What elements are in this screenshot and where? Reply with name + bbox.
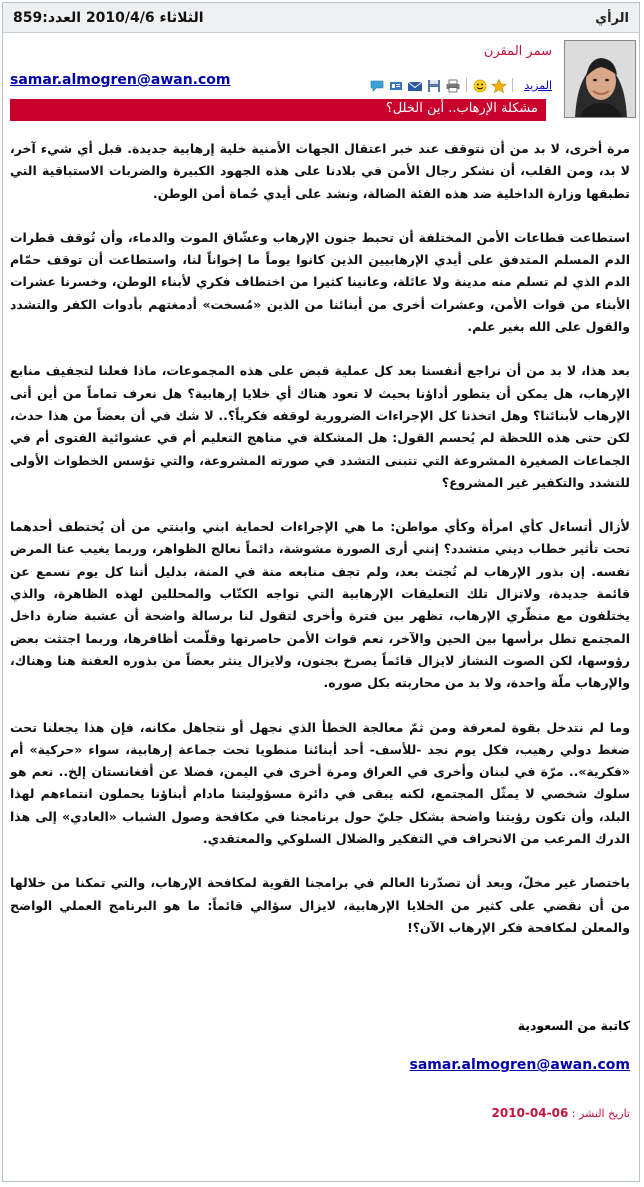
comment-icon[interactable] [369, 78, 385, 92]
tag-icon[interactable] [388, 78, 404, 92]
article-paragraph: وما لم نتدخل بقوة لمعرفة ومن ثمّ معالجة الخطأ الذي نجهل أو نتجاهل مكانه، فإن هذا يجعلنا تحت ضغط دولي رهيب، فكل يوم نجد -للأسف- أحد أبنائنا منطويا تحت جماعة إرهابية، سواء «حركية» أم «فكرية».. مرّة في لبنان وأخرى في العراق ومرة أخرى في اليمن، فضلا عن أفغانستان إلخ.. نعم هو سلوك شخصي لا يمثّل المجتمع، لكنه يبقى في دائرة مسؤوليتنا مادام أبناؤنا يحملون انتماءهم لهذا البلد، وأن تكون رؤيتنا واضحة بشكل جليّ حول برنامجنا في مكافحة وصول الشباب «العادي» إلى هذا الدرك المرعب من الانحراف في التفكير والضلال السلوكي والمعتقدي. [10, 719, 630, 847]
publish-date-label: تاريخ النشر : [571, 1107, 630, 1120]
author-photo [564, 40, 636, 118]
article-toolbar [369, 76, 552, 94]
section-label: الرأي [595, 11, 629, 26]
article-body [10, 138, 630, 961]
author-email-link-bottom[interactable]: samar.almogren@awan.com [409, 1057, 630, 1073]
author-signature: كاتبة من السعودية [517, 1018, 630, 1033]
toolbar-divider [466, 78, 467, 92]
article-paragraph: لأزال أتساءل كأي امرأة وكأي مواطن: ما هي الإجراءات لحماية ابني وابنتي من أن يُختطف أحدهما تحت تأثير خطاب ديني متشدد؟ إنني أرى الصورة مشوشة، دائماً نعالج الظواهر، وربما يغيب عنا المرض نفسه. إن بذور الإرهاب لم تُجتث بعد، ولم تجف منابعه منة في المنة، بدليل أننا كل يوم نسمع عن قائمة جديدة، ولاتزال تلك التعليقات الإرهابية التي تواجه الكتّاب والمحللين لهذه الظاهرة، والذي يختلفون مع منظّري الإرهاب، تظهر بين فترة وأخرى لتقول لنا برسالة واضحة أن عشبة ضارة داخل المجتمع تطل برأسها بين الحين والآخر، نعم قوات الأمن حاصرتها وقلّمت أظافرها، وربما اجتثت بعض رؤوسها، لكن الصوت النشاز لايزال قائماً يصرخ بجنون، ولايزال ينثر بعضاً من بذوره العفنة هنا وهناك، والإرهاب ملّة واحدة، ولا بد من محاربته بكل صوره. [10, 519, 630, 691]
article-paragraph: بعد هذا، لا بد من أن نراجع أنفسنا بعد كل عملية قبض على هذه المجموعات، ماذا فعلنا لتجفيف منابع الإرهاب، هل يمكن أن يتطور أداؤنا بحيث لا تعود هناك أي خلايا إرهابية؟ هل نعرف تماماً من أين أتى الإرهاب لأبنائنا؟ وهل اتخذنا كل الإجراءات الضرورية لوقفه فكرياً؟.. لا شك في أن بعضاً من هذا حدث، لكن حتى هذه اللحظة لم يُحسم القول: هل المشكلة في مناهج التعليم أم في عشوائية الفتوى أم في الجماعات الصغيرة المشروعة التي تتبنى التشدد في صورته المشروعة، والتي تؤسس الخطوات الأولى للتشدد والتكفير غير المشروع؟ [10, 363, 630, 490]
print-icon[interactable] [445, 78, 461, 92]
top-bar [3, 3, 639, 33]
publish-date [492, 1106, 630, 1120]
smiley-icon[interactable] [472, 78, 488, 92]
author-name[interactable]: سمر المقرن [483, 44, 552, 59]
author-email-link[interactable]: samar.almogren@awan.com [10, 72, 231, 88]
issue-info: الثلاثاء 2010/4/6 العدد:859 [13, 10, 204, 26]
article-title: مشكلة الإرهاب.. أين الخلل؟ [385, 101, 538, 116]
save-icon[interactable] [426, 78, 442, 92]
article-paragraph: استطاعت قطاعات الأمن المختلفة أن تحبط جنون الإرهاب وعشّاق الموت والدماء، وأن تُوقف قطرات الدم المسلم المتدفق على أيدي الإرهابيين الذين كانوا يوماً ما إخواناً لنا، واستطاعت أن توقف حمّام الدم الذي لم تسلم منه مدينة ولا عائلة، وعانينا كثيرا من اختطاف فكري لأبناء الوطن، وخسرنا عشرات الأبناء من قوات الأمن، وعشرات أخرى من أبنائنا من الذين «مُسخت» أدمغتهم بأدوات الكفر والتشدد والقول على الله بغير علم. [10, 229, 630, 335]
avatar [565, 41, 636, 118]
toolbar-divider [512, 78, 513, 92]
more-link[interactable]: المزيد [524, 78, 552, 92]
article-paragraph: باختصار غير مخلّ، وبعد أن تصدّرنا العالم في برامجنا القوية لمكافحة الإرهاب، والتي تمكنا من خلالها من أن نقضي على كثير من الخلايا الإرهابية، لايزال سؤالي قائماً: ما هو البرنامج العملي الواضح والمعلن لمكافحة فكر الإرهاب الآن؟! [10, 875, 630, 935]
article-title-bar [10, 99, 546, 121]
publish-date-value: 06-04-2010 [491, 1106, 569, 1120]
article-paragraph: مرة أخرى، لا بد من أن نتوقف عند خبر اعتقال الجهات الأمنية خلية إرهابية جديدة. قبل أي شيء آخر، لا بد، ومن القلب، أن نشكر رجال الأمن في بلادنا على هذه الجهود الكبيرة والضربات الاستباقية التي تطبقها وزارة الداخلية ضد هذه الفئة الضالة، ونشد على أيدي حُماة أمن الوطن. [10, 141, 630, 201]
email-icon[interactable] [407, 78, 423, 92]
star-icon[interactable] [491, 78, 507, 92]
